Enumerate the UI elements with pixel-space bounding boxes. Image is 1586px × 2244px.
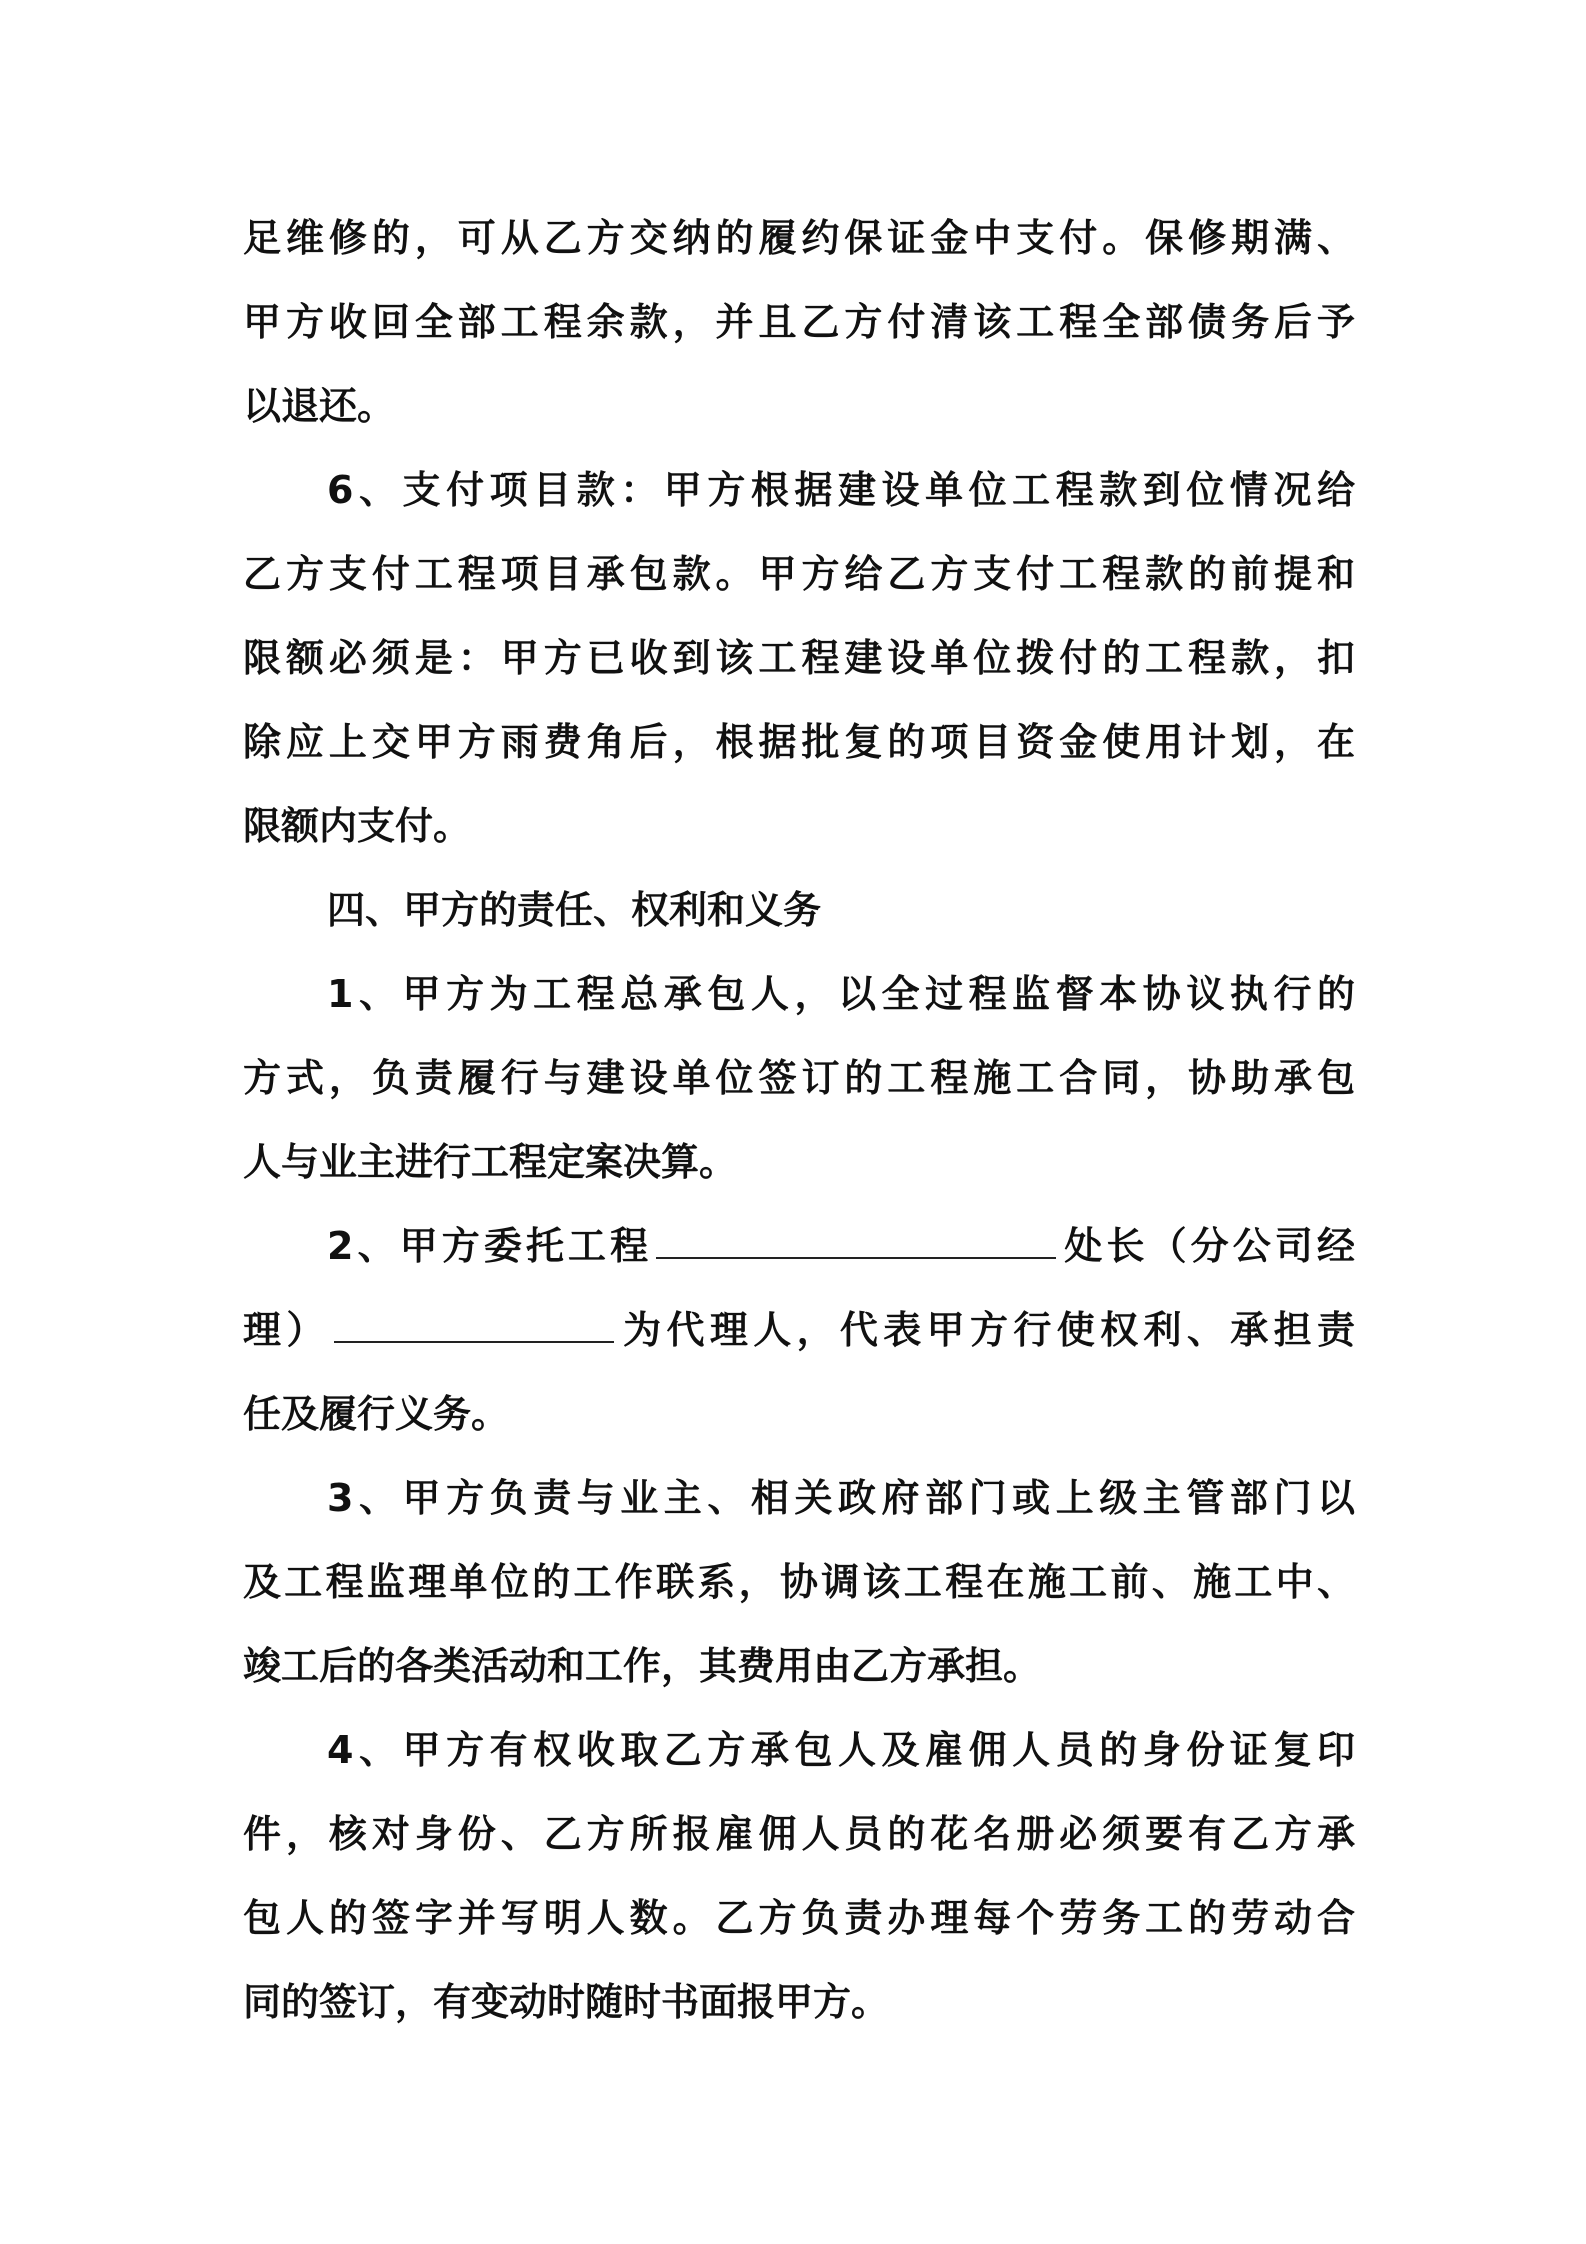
text-line: 足维修的，可从乙方交纳的履约保证金中支付。保修期满、 <box>243 216 1355 260</box>
text-line <box>243 1204 1355 1288</box>
text-line: 限额必须是：甲方已收到该工程建设单位拨付的工程款，扣 <box>243 636 1355 680</box>
paragraph-clause-4 <box>243 1708 1355 2044</box>
text-line: 6、支付项目款：甲方根据建设单位工程款到位情况给 <box>327 468 1355 512</box>
text-line: 包人的签字并写明人数。乙方负责办理每个劳务工的劳动合 <box>243 1896 1355 1940</box>
fill-in-blank-project-name[interactable] <box>656 1213 1056 1259</box>
text-line: 任及履行义务。 <box>243 1392 510 1436</box>
text-line: 方式，负责履行与建设单位签订的工程施工合同，协助承包 <box>243 1056 1355 1100</box>
paragraph-clause-2 <box>243 1204 1355 1456</box>
document-body <box>243 196 1355 2044</box>
text-fragment: 处长（分公司经 <box>1060 1224 1355 1268</box>
text-fragment: 2、甲方委托工程 <box>327 1224 653 1268</box>
text-line: 乙方支付工程项目承包款。甲方给乙方支付工程款的前提和 <box>243 552 1355 596</box>
section-heading-party-a-duties <box>243 868 1355 952</box>
text-line <box>243 1288 1355 1372</box>
text-line: 件，核对身份、乙方所报雇佣人员的花名册必须要有乙方承 <box>243 1812 1355 1856</box>
text-line: 3、甲方负责与业主、相关政府部门或上级主管部门以 <box>327 1476 1355 1520</box>
text-line: 及工程监理单位的工作联系，协调该工程在施工前、施工中、 <box>243 1560 1355 1604</box>
text-line: 人与业主进行工程定案决算。 <box>243 1140 738 1184</box>
text-fragment: 理） <box>243 1308 330 1352</box>
fill-in-blank-agent-name[interactable] <box>334 1297 614 1343</box>
text-line: 竣工后的各类活动和工作，其费用由乙方承担。 <box>243 1644 1042 1688</box>
text-fragment: 为代理人，代表甲方行使权利、承担责 <box>617 1308 1355 1352</box>
text-line: 限额内支付。 <box>243 804 472 848</box>
text-line: 4、甲方有权收取乙方承包人及雇佣人员的身份证复印 <box>327 1728 1355 1772</box>
text-line: 同的签订，有变动时随时书面报甲方。 <box>243 1980 890 2024</box>
text-line: 1、甲方为工程总承包人，以全过程监督本协议执行的 <box>327 972 1355 1016</box>
paragraph-clause-1 <box>243 952 1355 1204</box>
paragraph-warranty-refund <box>243 196 1355 448</box>
section-heading: 四、甲方的责任、权利和义务 <box>327 888 822 932</box>
paragraph-payment-clause-6 <box>243 448 1355 868</box>
text-line: 除应上交甲方雨费角后，根据批复的项目资金使用计划，在 <box>243 720 1355 764</box>
text-line: 以退还。 <box>243 384 396 428</box>
text-line: 甲方收回全部工程余款，并且乙方付清该工程全部债务后予 <box>243 300 1355 344</box>
paragraph-clause-3 <box>243 1456 1355 1708</box>
